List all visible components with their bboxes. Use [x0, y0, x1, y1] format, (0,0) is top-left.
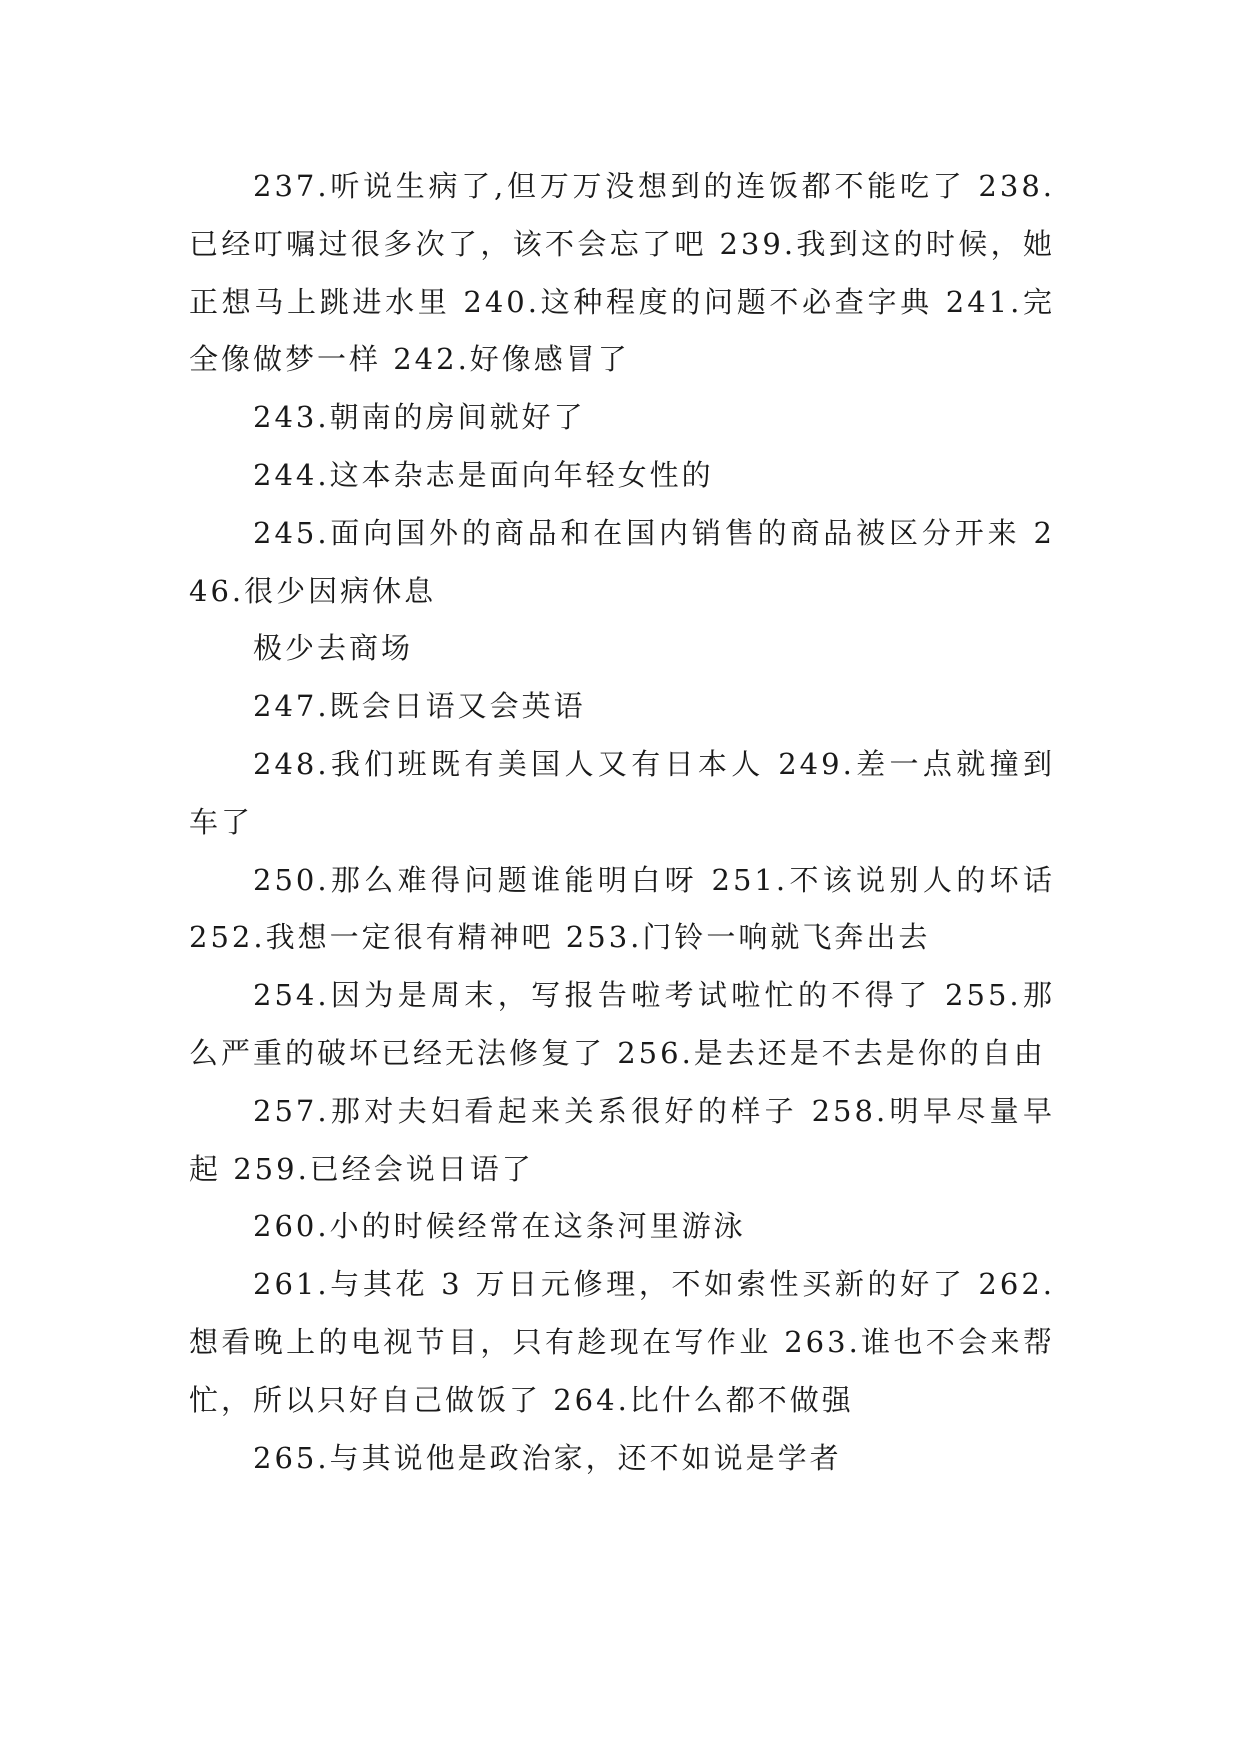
- document-body: [189, 158, 1055, 1487]
- paragraph: 243.朝南的房间就好了: [253, 400, 586, 435]
- paragraph: 261.与其花 3 万日元修理，不如索性买新的好了 262.想看晚上的电视节目，只有趁现在写作业 263.谁也不会来帮忙，所以只好自己做饭了 264.比什么都不做强: [189, 1267, 1055, 1417]
- paragraph: 248.我们班既有美国人又有日本人 249.差一点就撞到车了: [189, 746, 1055, 839]
- paragraph: 245.面向国外的商品和在国内销售的商品被区分开来 246.很少因病休息: [189, 515, 1055, 608]
- paragraph: 254.因为是周末，写报告啦考试啦忙的不得了 255.那么严重的破坏已经无法修复了 256.是去还是不去是你的自由: [189, 978, 1055, 1070]
- paragraph: 237.听说生病了,但万万没想到的连饭都不能吃了 238.已经叮嘱过很多次了，该不会忘了吧 239.我到这的时候，她正想马上跳进水里 240.这种程度的问题不必查字典 241.完全像做梦一样 242.好像感冒了: [189, 169, 1055, 377]
- paragraph: 247.既会日语又会英语: [253, 689, 586, 724]
- paragraph: 265.与其说他是政治家，还不如说是学者: [253, 1440, 842, 1475]
- paragraph: 250.那么难得问题谁能明白呀 251.不该说别人的坏话 252.我想一定很有精神吧 253.门铃一响就飞奔出去: [189, 862, 1055, 955]
- paragraph: 244.这本杂志是面向年轻女性的: [253, 457, 714, 492]
- paragraph: 260.小的时候经常在这条河里游泳: [253, 1209, 746, 1244]
- paragraph: 257.那对夫妇看起来关系很好的样子 258.明早尽量早起 259.已经会说日语了: [189, 1093, 1055, 1186]
- paragraph: 极少去商场: [253, 631, 414, 666]
